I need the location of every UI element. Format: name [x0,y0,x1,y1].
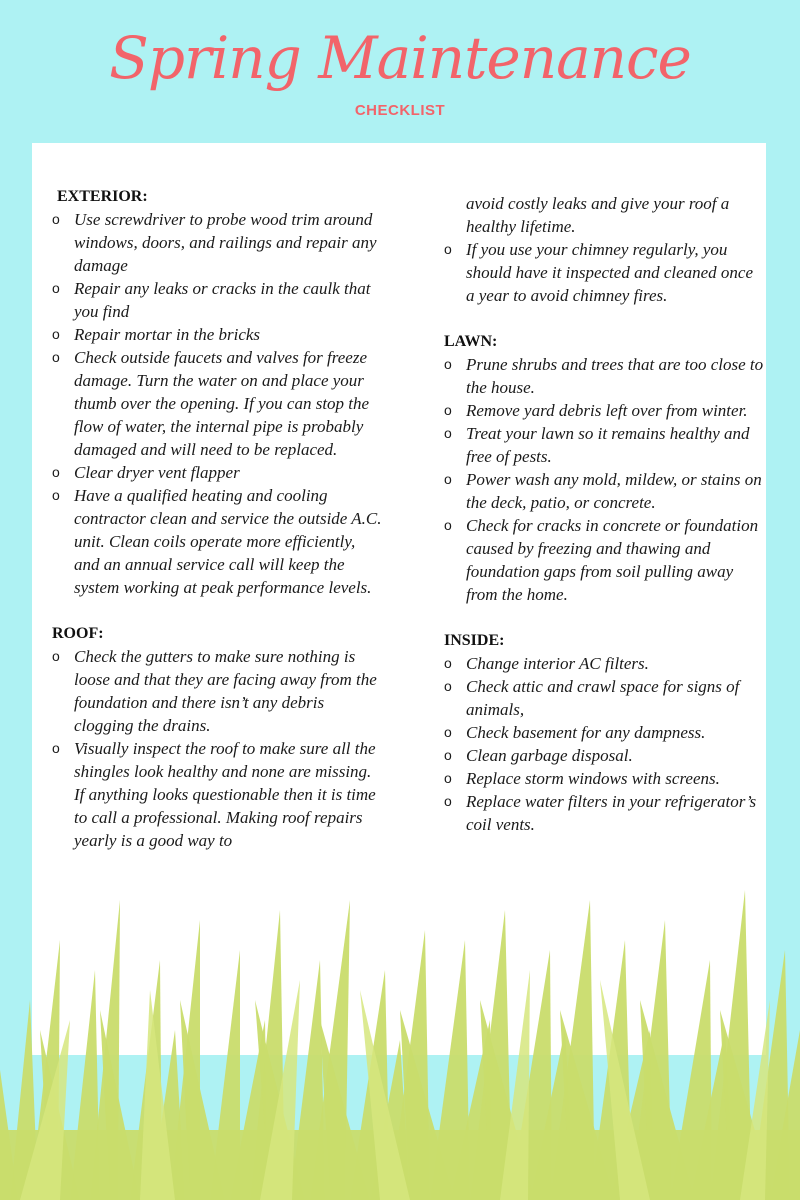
list-item: o Replace water filters in your refrigerator’s coil vents. [444,790,764,836]
list-item: o Treat your lawn so it remains healthy and free of pests. [444,422,764,468]
list-item: o Repair mortar in the bricks [52,323,382,346]
list-item: o Check for cracks in concrete or foundation caused by freezing and thawing and foundation gaps from soil pulling away from the home. [444,514,764,606]
list-item: o Replace storm windows with screens. [444,767,764,790]
list-item: o Clean garbage disposal. [444,744,764,767]
list-item: o Remove yard debris left over from winter. [444,399,764,422]
roof-list [52,645,382,852]
list-item: o Change interior AC filters. [444,652,764,675]
inside-list [444,652,764,836]
list-item: o Have a qualified heating and cooling contractor clean and service the outside A.C. unit. Clean coils operate more efficiently, and an annual service call will keep the system working at peak performance levels. [52,484,382,599]
section-heading-roof: ROOF: [52,625,104,642]
lawn-list [444,353,764,606]
section-roof [52,622,382,852]
section-exterior [52,185,382,599]
section-roof-continued [444,192,764,307]
list-item: o Check attic and crawl space for signs of animals, [444,675,764,721]
list-item: o Check basement for any dampness. [444,721,764,744]
list-item: o Prune shrubs and trees that are too close to the house. [444,353,764,399]
section-inside [444,629,764,836]
list-item: o Visually inspect the roof to make sure all the shingles look healthy and none are missing. If anything looks questionable then it is time to call a professional. Making roof repairs yearly is a good way to [52,737,382,852]
list-item: o Check the gutters to make sure nothing is loose and that they are facing away from the foundation and there isn’t any debris clogging the drains. [52,645,382,737]
list-item: o If you use your chimney regularly, you should have it inspected and cleaned once a year to avoid chimney fires. [444,238,764,307]
exterior-list [52,208,382,599]
section-heading-exterior: EXTERIOR: [57,188,148,205]
left-column [52,185,382,875]
page-title: Spring Maintenance [109,24,691,92]
section-heading-inside: INSIDE: [444,632,505,649]
list-item: o Use screwdriver to probe wood trim around windows, doors, and railings and repair any damage [52,208,382,277]
list-item-continuation: avoid costly leaks and give your roof a healthy lifetime. [466,194,730,236]
section-heading-lawn: LAWN: [444,333,498,350]
list-item: o Power wash any mold, mildew, or stains on the deck, patio, or concrete. [444,468,764,514]
grass-decoration [0,880,800,1200]
list-item: o Repair any leaks or cracks in the caulk that you find [52,277,382,323]
section-lawn [444,330,764,606]
right-column [444,192,764,859]
list-item: o Clear dryer vent flapper [52,461,382,484]
roof-list-continued [444,192,764,307]
page-subtitle: CHECKLIST [354,102,446,119]
list-item: o Check outside faucets and valves for freeze damage. Turn the water on and place your thumb over the opening. If you can stop the flow of water, the internal pipe is probably damaged and will need to be replaced. [52,346,382,461]
